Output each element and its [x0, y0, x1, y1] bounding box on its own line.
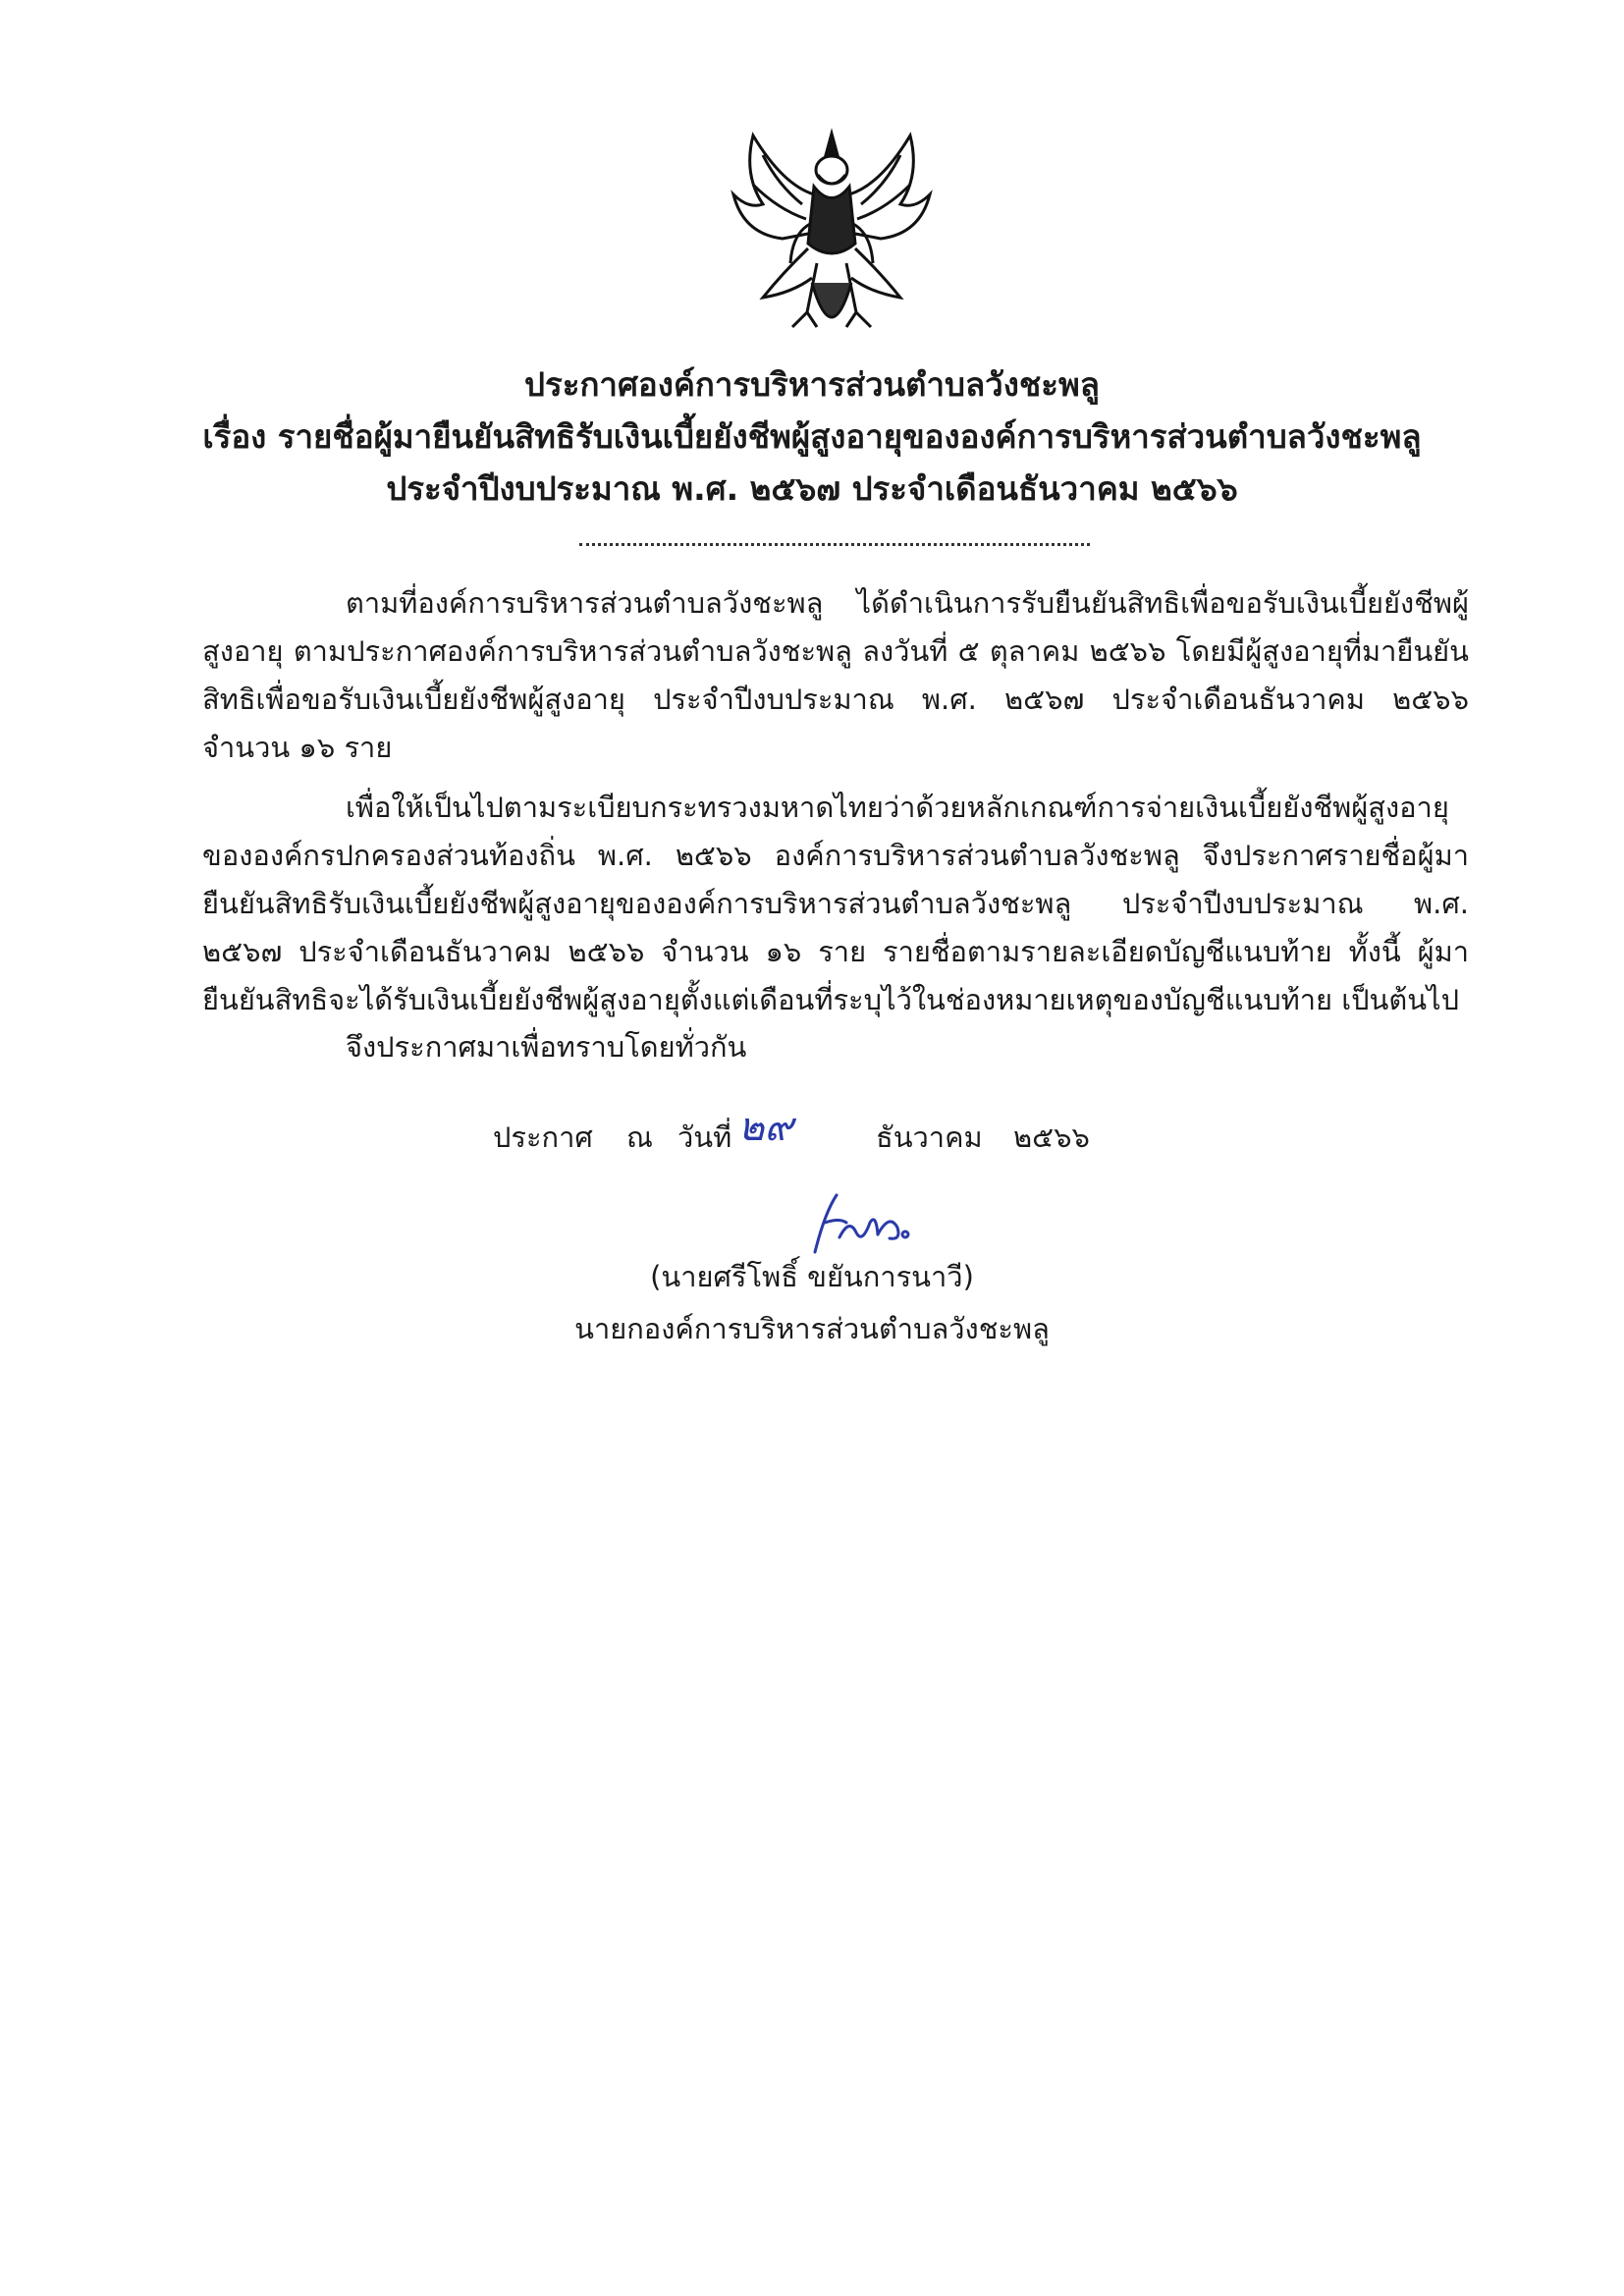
date-month: ธันวาคม — [876, 1121, 983, 1154]
date-day-label: วันที่ — [677, 1121, 732, 1154]
handwritten-day: ๒๙ — [738, 1105, 793, 1150]
announcement-title: ประกาศองค์การบริหารส่วนตำบลวังชะพลู — [524, 365, 1100, 404]
date-announced-label: ประกาศ — [493, 1121, 593, 1154]
date-at-label: ณ — [626, 1121, 653, 1154]
announcement-period: ประจำปีงบประมาณ พ.ศ. ๒๕๖๗ ประจำเดือนธันวาคม ๒๕๖๖ — [386, 469, 1238, 508]
paragraph-2: เพื่อให้เป็นไปตามระเบียบกระทรวงมหาดไทยว่าด้วยหลักเกณฑ์การจ่ายเงินเบี้ยยังชีพผู้สูงอายุขององค์กรปกครองส่วนท้องถิ่น พ.ศ. ๒๕๖๖ องค์การบริหารส่วนตำบลวังชะพลู จึงประกาศรายชื่อผู้มายืนยันสิทธิรับเงินเบี้ยยังชีพผู้สูงอายุขององค์การบริหารส่วนตำบลวังชะพลู ประจำปีงบประมาณ พ.ศ. ๒๕๖๗ ประจำเดือนธันวาคม ๒๕๖๖ จำนวน ๑๖ ราย รายชื่อตามรายละเอียดบัญชีแนบท้าย ทั้งนี้ ผู้มายืนยันสิทธิจะได้รับเงินเบี้ยยังชีพผู้สูงอายุตั้งแต่เดือนที่ระบุไว้ในช่องหมายเหตุของบัญชีแนบท้าย เป็นต้นไป — [202, 791, 1469, 1016]
garuda-emblem-icon — [724, 116, 940, 352]
date-year: ๒๕๖๖ — [1013, 1121, 1090, 1154]
dotted-divider — [579, 543, 1090, 546]
body-text — [202, 579, 1469, 1024]
paragraph-1: ตามที่องค์การบริหารส่วนตำบลวังชะพลู ได้ดำเนินการรับยืนยันสิทธิเพื่อขอรับเงินเบี้ยยังชีพผู้สูงอายุ ตามประกาศองค์การบริหารส่วนตำบลวังชะพลู ลงวันที่ ๕ ตุลาคม ๒๕๖๖ โดยมีผู้สูงอายุที่มายืนยันสิทธิเพื่อขอรับเงินเบี้ยยังชีพผู้สูงอายุ ประจำปีงบประมาณ พ.ศ. ๒๕๖๗ ประจำเดือนธันวาคม ๒๕๖๖ จำนวน ๑๖ ราย — [202, 586, 1469, 764]
signature-icon — [795, 1183, 923, 1267]
signer-position: นายกองค์การบริหารส่วนตำบลวังชะพลู — [574, 1312, 1050, 1345]
closing-statement: จึงประกาศมาเพื่อทราบโดยทั่วกัน — [346, 1030, 747, 1064]
signer-name: (นายศรีโพธิ์ ขยันการนาวี) — [650, 1260, 974, 1293]
announcement-subject: เรื่อง รายชื่อผู้มายืนยันสิทธิรับเงินเบี้ยยังชีพผู้สูงอายุขององค์การบริหารส่วนตำบลวังชะพลู — [202, 417, 1422, 456]
